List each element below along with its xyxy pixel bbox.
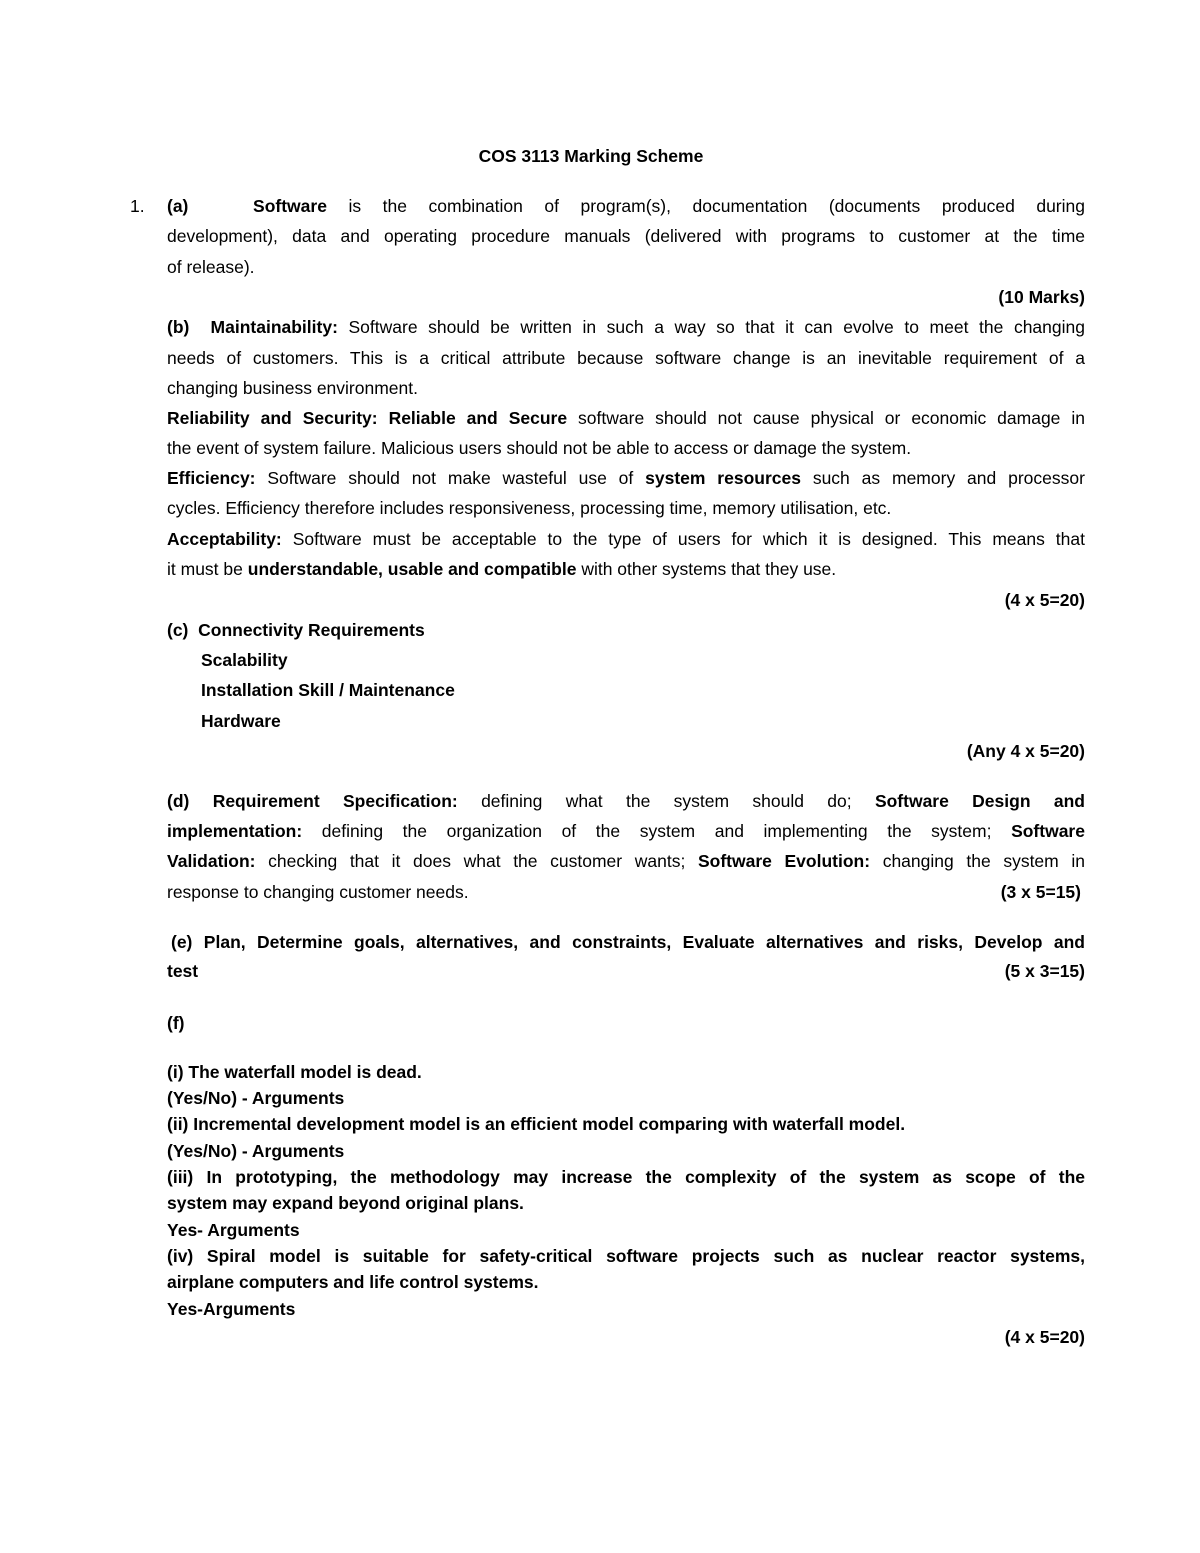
c-label: (c) — [167, 620, 189, 640]
f-ii-answer: (Yes/No) - Arguments — [167, 1141, 345, 1161]
d-text-5: response to changing customer needs. — [167, 882, 469, 902]
d-line-3 — [167, 850, 1085, 872]
d-term-2a: Software Design and — [874, 791, 1085, 811]
reliability-text: software should not cause physical or economic damage in — [578, 408, 1085, 428]
c-item-3: Installation Skill / Maintenance — [201, 680, 455, 700]
f-iii-answer: Yes- Arguments — [167, 1220, 300, 1240]
f-iii-line-2: system may expand beyond original plans. — [167, 1193, 524, 1213]
a-term: Software — [253, 196, 327, 216]
c-marks: (Any 4 x 5=20) — [966, 741, 1085, 761]
f-ii: (ii) Incremental development model is an efficient model comparing with waterfall model. — [167, 1114, 906, 1134]
f-iii-line-1: (iii) In prototyping, the methodology may increase the complexity of the system as scope of the — [167, 1167, 1085, 1187]
maintainability-text: Software should be written in such a way so that it can evolve to meet the changing — [348, 317, 1085, 337]
f-iv-line-1: (iv) Spiral model is suitable for safety-critical software projects such as nuclear reactor systems, — [167, 1246, 1085, 1266]
acceptability-bold: understandable, usable and compatible — [247, 559, 577, 579]
reliability-term: Reliability and Security: — [167, 408, 378, 428]
acceptability-line-2 — [167, 558, 1085, 580]
efficiency-term: Efficiency: — [167, 468, 256, 488]
a-line-1 — [167, 195, 1085, 217]
acceptability-term: Acceptability: — [167, 529, 282, 549]
c-item-4: Hardware — [201, 711, 281, 731]
d-term-2b: implementation: — [167, 821, 303, 841]
b-label: (b) — [167, 317, 190, 337]
efficiency-line-2: cycles. Efficiency therefore includes responsiveness, processing time, memory utilisation, etc. — [167, 498, 892, 518]
maintainability-term: Maintainability: — [210, 317, 338, 337]
d-term-1: Requirement Specification: — [212, 791, 458, 811]
c-item-1: Connectivity Requirements — [198, 620, 425, 640]
acceptability-text-b: with other systems that they use. — [581, 559, 837, 579]
c-line-1 — [167, 619, 1085, 641]
b-line-2: needs of customers. This is a critical attribute because software change is an inevitable requirement of a — [167, 348, 1085, 368]
d-line-2 — [167, 820, 1085, 842]
efficiency-bold: system resources — [645, 468, 801, 488]
reliability-line-2: the event of system failure. Malicious users should not be able to access or damage the system. — [167, 438, 912, 458]
efficiency-text-a: Software should not make wasteful use of — [267, 468, 634, 488]
a-line-3: of release). — [167, 257, 255, 277]
a-marks: (10 Marks) — [998, 287, 1085, 307]
f-i-answer: (Yes/No) - Arguments — [167, 1088, 345, 1108]
reliability-line-1 — [167, 407, 1085, 429]
d-term-4: Software Evolution: — [697, 851, 871, 871]
f-i: (i) The waterfall model is dead. — [167, 1062, 422, 1082]
b-line-3: changing business environment. — [167, 378, 418, 398]
d-line-4 — [167, 881, 1081, 903]
d-text-4: changing the system in — [882, 851, 1085, 871]
efficiency-line-1 — [167, 467, 1085, 489]
d-text-1: defining what the system should do; — [481, 791, 852, 811]
d-text-3: checking that it does what the customer wants; — [268, 851, 686, 871]
question-number: 1. — [130, 196, 145, 216]
e-text-2: test — [167, 961, 199, 981]
d-marks: (3 x 5=15) — [1000, 882, 1081, 902]
d-term-3a: Software — [1011, 821, 1085, 841]
b-line-1 — [167, 316, 1085, 338]
a-line-1-text: is the combination of program(s), documentation (documents produced during — [348, 196, 1085, 216]
e-line-2 — [167, 960, 1085, 982]
d-term-3b: Validation: — [167, 851, 256, 871]
f-iv-line-2: airplane computers and life control systems. — [167, 1272, 539, 1292]
d-line-1 — [167, 790, 1085, 812]
d-text-2: defining the organization of the system and implementing the system; — [321, 821, 992, 841]
b-marks: (4 x 5=20) — [1004, 590, 1085, 610]
e-line-1: (e) Plan, Determine goals, alternatives, and constraints, Evaluate alternatives and risks, Develop and — [171, 932, 1085, 952]
reliability-bold: Reliable and Secure — [388, 408, 568, 428]
f-iv-answer: Yes-Arguments — [167, 1299, 296, 1319]
acceptability-text-a: it must be — [167, 559, 243, 579]
e-marks: (5 x 3=15) — [1004, 961, 1085, 981]
acceptability-text: Software must be acceptable to the type of users for which it is designed. This means that — [292, 529, 1085, 549]
f-marks: (4 x 5=20) — [1004, 1327, 1085, 1347]
a-label: (a) — [167, 196, 189, 216]
f-label: (f) — [167, 1013, 185, 1033]
a-line-2: development), data and operating procedure manuals (delivered with programs to customer at the time — [167, 226, 1085, 246]
d-label: (d) — [167, 791, 190, 811]
page-title: COS 3113 Marking Scheme — [478, 146, 704, 166]
acceptability-line-1 — [167, 528, 1085, 550]
efficiency-text-b: such as memory and processor — [812, 468, 1085, 488]
c-item-2: Scalability — [201, 650, 288, 670]
